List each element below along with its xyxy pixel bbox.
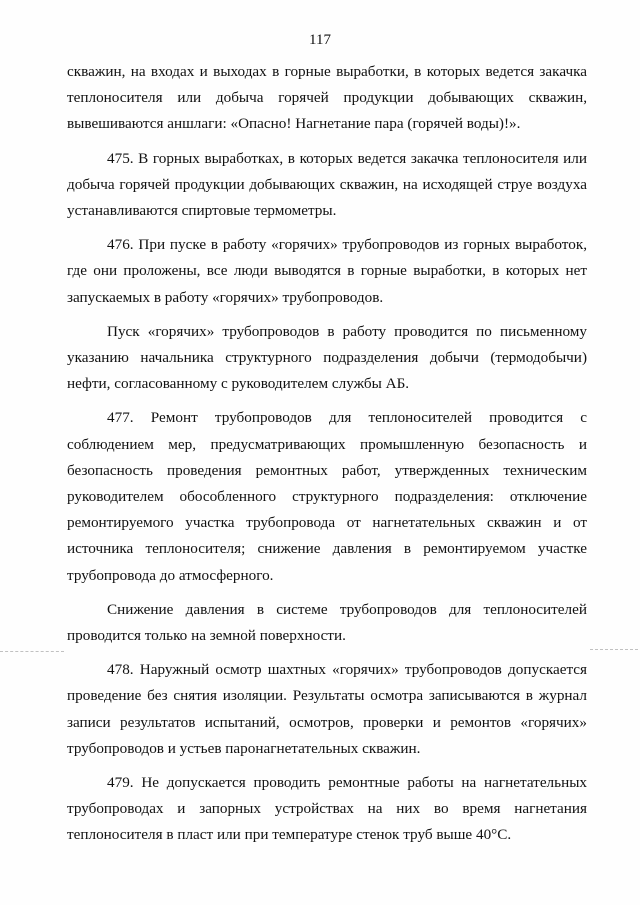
- text-line: ремонтируемого участка трубопровода от нагнетательных скважин и от: [67, 514, 587, 532]
- paragraph: [67, 597, 587, 649]
- paragraph: [67, 232, 587, 311]
- paragraph: [67, 146, 587, 225]
- text-line: Пуск «горячих» трубопроводов в работу проводится по письменному: [107, 322, 587, 340]
- text-line: проводится только на земной поверхности.: [67, 627, 346, 645]
- text-line: скважин, на входах и выходах в горные выработки, в которых ведется закачка: [67, 63, 587, 80]
- paragraph: [67, 405, 587, 588]
- text-line: Снижение давления в системе трубопроводов для теплоносителей: [107, 600, 587, 618]
- text-line: трубопровода до атмосферного.: [67, 566, 274, 584]
- text-line: записи результатов испытаний, осмотров, проверки и ремонтов «горячих»: [67, 713, 587, 731]
- text-line: вывешиваются аншлаги: «Опасно! Нагнетание пара (горячей воды)!».: [67, 115, 521, 133]
- text-line: безопасность проведения ремонтных работ, утвержденных техническим: [67, 461, 587, 479]
- text-line: запускаемых в работу «горячих» трубопроводов.: [67, 288, 384, 306]
- scan-artifact-line: [590, 649, 638, 650]
- text-line: 476. При пуске в работу «горячих» трубопроводов из горных выработок,: [107, 236, 587, 254]
- text-line: теплоносителя в пласт или при температуре стенок труб выше 40°С.: [67, 826, 512, 844]
- text-line: 479. Не допускается проводить ремонтные работы на нагнетательных: [107, 774, 587, 792]
- page-number: 117: [309, 32, 331, 48]
- text-line: 477. Ремонт трубопроводов для теплоносителей проводится с: [107, 409, 587, 427]
- paragraph: [67, 770, 587, 849]
- text-line: теплоносителя или добыча горячей продукции добывающих скважин,: [67, 89, 587, 107]
- text-line: проведение без снятия изоляции. Результаты осмотра записываются в журнал: [67, 687, 587, 705]
- scan-artifact-line: [0, 651, 64, 652]
- document-body: [67, 59, 587, 857]
- text-line: 475. В горных выработках, в которых ведется закачка теплоносителя или: [107, 149, 587, 167]
- text-line: источника теплоносителя; снижение давления в ремонтируемом участке: [67, 540, 587, 558]
- text-line: 478. Наружный осмотр шахтных «горячих» трубопроводов допускается: [107, 661, 587, 679]
- text-line: нефти, согласованному с руководителем службы АБ.: [67, 375, 410, 393]
- text-line: устанавливаются спиртовые термометры.: [67, 202, 337, 220]
- text-line: соблюдением мер, предусматривающих промышленную безопасность и: [67, 435, 587, 453]
- paragraph: [67, 657, 587, 762]
- text-line: руководителем обособленного структурного подразделения: отключение: [67, 488, 587, 506]
- paragraph: [67, 319, 587, 398]
- text-line: добыча горячей продукции добывающих скважин, на исходящей струе воздуха: [67, 175, 587, 193]
- text-line: трубопроводах и запорных устройствах на них во время нагнетания: [67, 800, 587, 818]
- text-line: указанию начальника структурного подразделения добычи (термодобычи): [67, 349, 587, 367]
- text-line: где они проложены, все люди выводятся в горные выработки, в которых нет: [67, 262, 587, 280]
- paragraph: [67, 59, 587, 138]
- text-line: трубопроводов и устьев паронагнетательных скважин.: [67, 739, 421, 757]
